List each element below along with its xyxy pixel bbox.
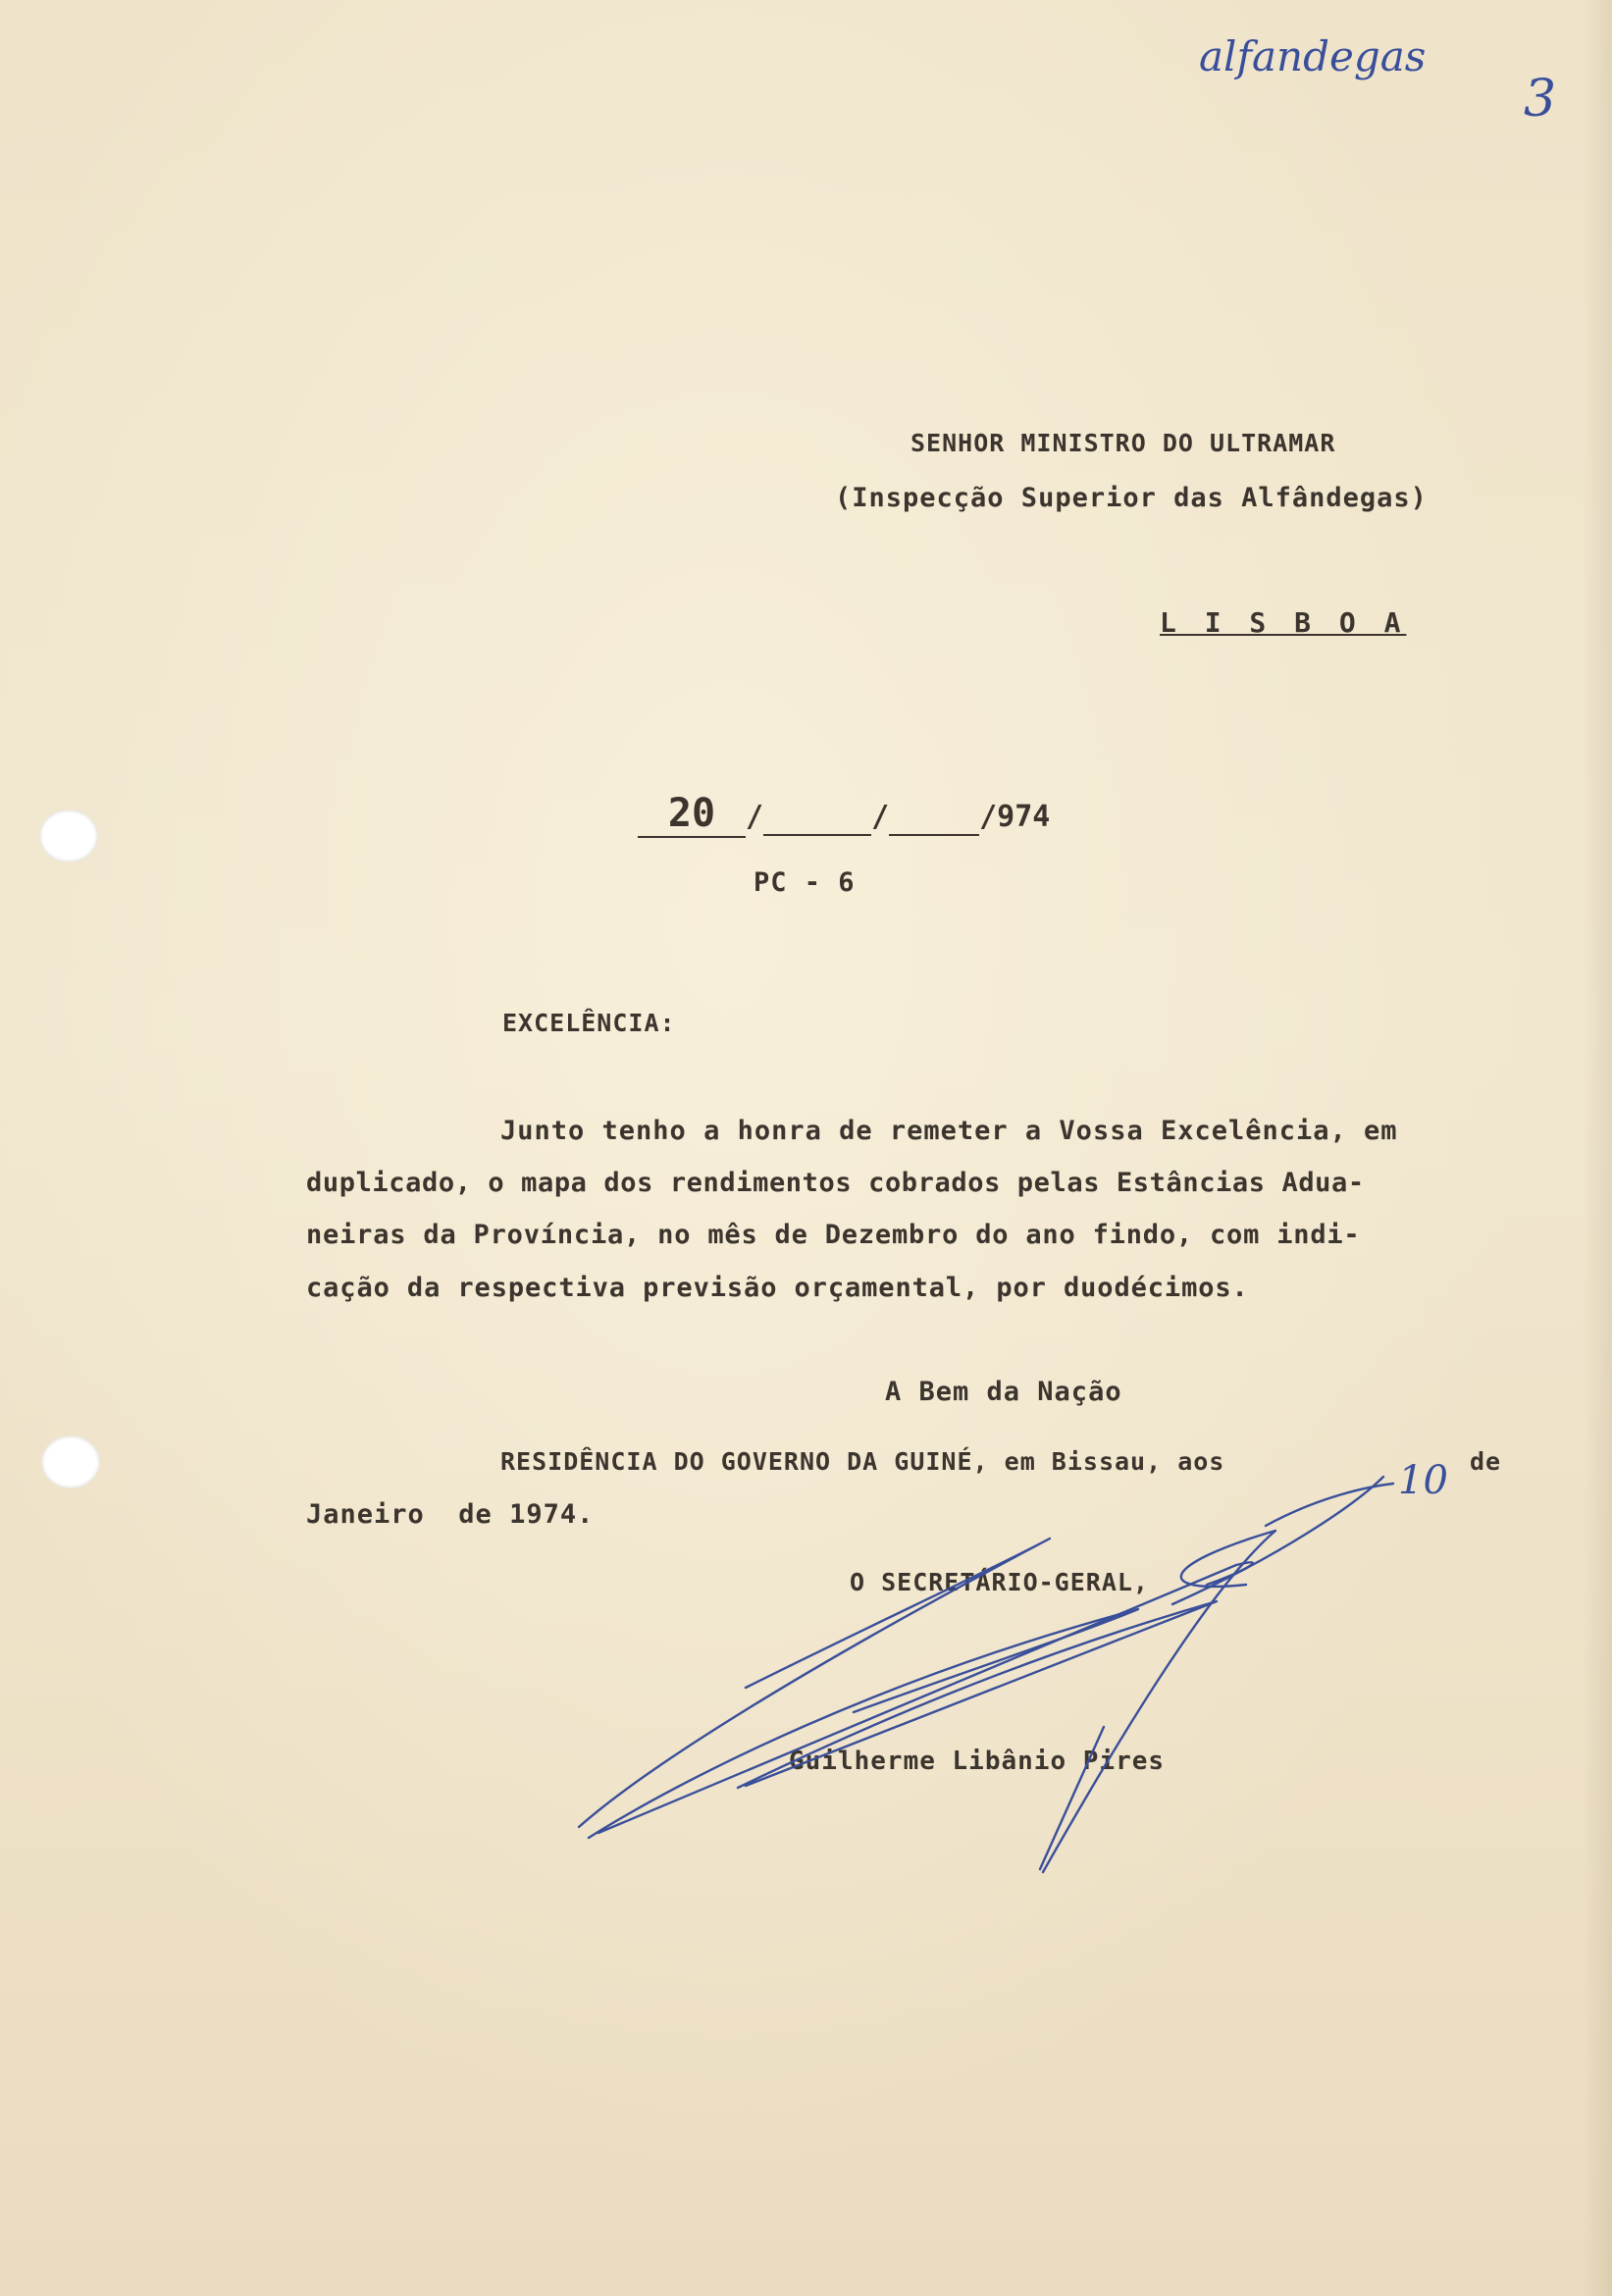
signatory-title: O SECRETÁRIO-GERAL, xyxy=(850,1568,1149,1596)
salutation: EXCELÊNCIA: xyxy=(502,1009,676,1037)
body-line-1: Junto tenho a honra de remeter a Vossa Excelência, em xyxy=(500,1116,1398,1146)
body-line-2: duplicado, o mapa dos rendimentos cobrados pelas Estâncias Adua- xyxy=(306,1168,1365,1198)
handwritten-day: 10 xyxy=(1398,1458,1448,1503)
addressee-city: L I S B O A xyxy=(1160,606,1407,639)
addressee-line: SENHOR MINISTRO DO ULTRAMAR xyxy=(910,429,1336,457)
place-line-suffix: de xyxy=(1470,1447,1502,1476)
place-line-prefix: RESIDÊNCIA DO GOVERNO DA GUINÉ, em Bissau, aos xyxy=(500,1447,1225,1476)
reference-day: 20 xyxy=(667,791,716,836)
addressee-department: (Inspecção Superior das Alfândegas) xyxy=(835,483,1428,513)
body-line-4: cação da respectiva previsão orçamental, por duodécimos. xyxy=(306,1273,1249,1303)
signatory-name: Guilherme Libânio Pires xyxy=(789,1747,1166,1776)
handwritten-page-number: 3 xyxy=(1524,70,1557,129)
handwritten-signature xyxy=(579,1477,1393,1872)
handwritten-annotation: alfandegas xyxy=(1199,32,1427,80)
body-line-3: neiras da Província, no mês de Dezembro do ano findo, com indi- xyxy=(306,1220,1361,1250)
reference-code: PC - 6 xyxy=(754,867,856,898)
reference-year: /974 xyxy=(979,800,1051,834)
reference-date: 20 / / /974 xyxy=(638,791,1050,838)
closing-motto: A Bem da Nação xyxy=(885,1377,1122,1407)
date-line: Janeiro de 1974. xyxy=(306,1499,595,1530)
